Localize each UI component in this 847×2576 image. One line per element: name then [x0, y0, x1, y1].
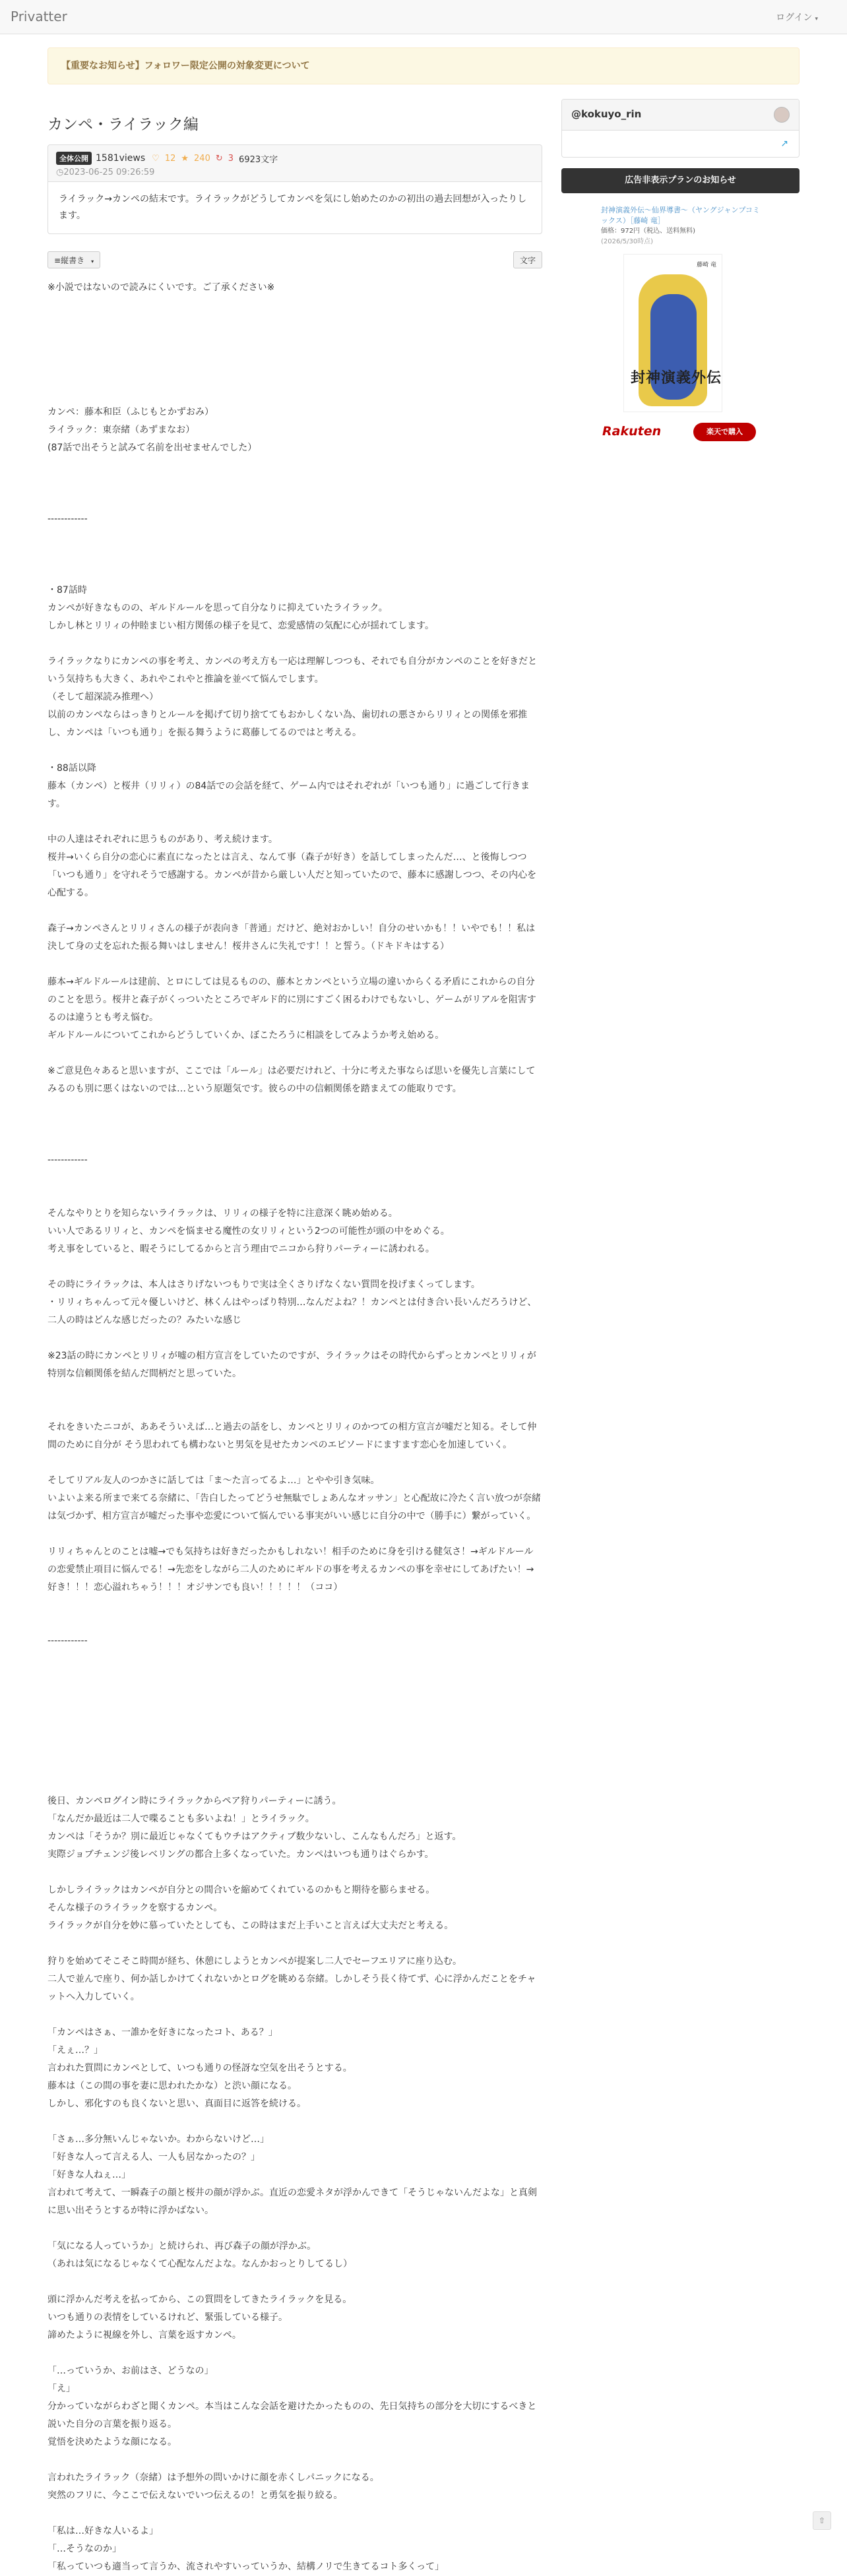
heart-count: 12 — [164, 153, 176, 164]
body-line: 後日、カンペログイン時にライラックからペア狩りパーティーに誘う。 — [47, 1796, 342, 1806]
cover-author: 藤崎 竜 — [697, 262, 716, 268]
body-line: 「私っていつも適当って言うか、流されやすいっていうか、結構ノリで生きてるコト多くって」 — [47, 2561, 445, 2572]
sidebar — [561, 99, 800, 444]
body-line: ライラックなりにカンペの事を考え、カンペの考え方も一応は理解しつつも、それでも自分がカンペのことを好きだという気持ちも大きく、あれやこれやと推論を並べて悩んでします。 — [47, 656, 538, 685]
book-cover-image[interactable] — [623, 254, 722, 412]
post-date: 2023-06-25 09:26:59 — [63, 168, 155, 177]
body-line: 考え事をしていると、暇そうにしてるからと言う理由でニコから狩りパーティーに誘われる。 — [47, 1244, 435, 1254]
body-line — [47, 1045, 542, 1062]
body-line — [47, 1775, 542, 1793]
cover-title: 封神演義外伝 — [631, 370, 722, 386]
retweet-icon: ↻ — [215, 153, 223, 164]
post-title: カンペ・ライラック編 — [47, 116, 199, 133]
body-line: 言われたライラック（奈緒）は予想外の問いかけに顔を赤くしパニックになる。 — [47, 2472, 379, 2483]
body-line — [47, 1864, 542, 1882]
book-price: 価格：972円（税込、送料無料) — [601, 228, 695, 235]
body-line — [47, 368, 542, 386]
body-line: そんなやりとりを知らないライラックは、リリィの様子を特に注意深く眺め始める。 — [47, 1208, 398, 1219]
login-label: ログイン — [776, 13, 813, 23]
body-line: 覚悟を決めたような顔になる。 — [47, 2437, 177, 2447]
body-line: 藤本（カンペ）と桜井（リリィ）の84話での会話を経て、ゲーム内ではそれぞれが「いつも通り」に過ごして行きます。 — [47, 781, 530, 809]
body-line — [47, 1650, 542, 1668]
chevron-down-icon: ▾ — [815, 16, 818, 22]
body-line — [47, 902, 542, 920]
body-line — [47, 386, 542, 404]
body-line — [47, 2273, 542, 2291]
body-line — [47, 2113, 542, 2131]
body-line: 「え」 — [47, 2383, 75, 2394]
body-line — [47, 1686, 542, 1703]
body-line — [47, 564, 542, 582]
body-line: ・87話時 — [47, 585, 87, 596]
body-line — [47, 315, 542, 332]
body-line — [47, 1258, 542, 1276]
body-line — [47, 528, 542, 546]
body-line: 頭に浮かんだ考えを払ってから、この質問をしてきたライラックを見る。 — [47, 2294, 352, 2305]
share-icon[interactable]: ↗ — [780, 138, 788, 149]
body-line: 二人で並んで座り、何か話しかけてくれないかとログを眺める奈緒。しかしそう長く待てず、心に浮かんだことをチャットへ入力していく。 — [47, 1974, 536, 2002]
body-line: 実際ジョブチェンジ後レベリングの都合上多くなっていた。カンペはいつも通りはぐらかす。 — [47, 1849, 434, 1860]
login-dropdown[interactable] — [776, 11, 818, 24]
buy-on-rakuten-button[interactable]: 楽天で購入 — [693, 423, 756, 441]
body-line: 言われた質問にカンペとして、いつも通りの怪訝な空気を出そうとする。 — [47, 2063, 352, 2073]
body-line: ------------ — [47, 1155, 88, 1165]
body-line — [47, 1116, 542, 1134]
top-navbar — [0, 0, 847, 34]
body-line — [47, 742, 542, 760]
body-line — [47, 635, 542, 653]
reading-controls — [47, 251, 542, 271]
book-date: (2026/5/30時点) — [601, 238, 654, 245]
body-line — [47, 1757, 542, 1775]
body-line: 「私は…好きな人いるよ」 — [47, 2526, 158, 2536]
body-line: 突然のフリに、今ここで伝えないでいつ伝えるの！と勇気を振り絞る。 — [47, 2490, 343, 2501]
body-line: 「なんだか最近は二人で喋ることも多いよね！」とライラック。 — [47, 1814, 315, 1824]
body-line: しかしライラックはカンペが自分との間合いを縮めてくれているのかもと期待を膨らませる。 — [47, 1885, 435, 1895]
chevron-down-icon: ▾ — [91, 259, 94, 264]
body-line: ※23話の時にカンペとリリィが嘘の相方宣言をしていたのですが、ライラックはその時代からずっとカンペとリリィが特別な信頼関係を結んだ間柄だと思っていた。 — [47, 1351, 536, 1379]
rakuten-logo[interactable]: Rakuten — [602, 424, 662, 439]
body-line: しかし、邪化すのも良くないと思い、真面目に返答を続ける。 — [47, 2099, 306, 2109]
body-line — [47, 546, 542, 564]
body-line: 「…っていうか、お前はさ、どうなの」 — [47, 2366, 214, 2376]
body-line — [47, 1454, 542, 1472]
body-line: カンペが好きなものの、ギルドルールを思って自分なりに抑えていたライラック。 — [47, 603, 388, 613]
body-line: 諦めたように視線を外し、言葉を返すカンペ。 — [47, 2330, 241, 2341]
post-body — [47, 279, 542, 2576]
rakuten-ad — [561, 205, 766, 444]
post-caption: ライラック→カンペの結末です。ライラックがどうしてカンペを気にし始めたのかの初出の過去回想が入ったりします。 — [48, 181, 542, 233]
user-name-link[interactable]: @kokuyo_rin — [571, 108, 642, 120]
body-line: リリィちゃんとのことは嘘→でも気持ちは好きだったかもしれない！相手のために身を引ける健気さ！→ギルドルールの恋愛禁止項目に悩んでる！→先恋をしながら二人のためにギルドの事を考えるカンペの事を幸せにしてあげたい！→好き！！！恋心溢れちゃう！！！オジサンでも良い！！！！！（ココ） — [47, 1547, 534, 1593]
body-line — [47, 1169, 542, 1187]
body-line — [47, 1739, 542, 1757]
body-line: 言われて考えて、一瞬森子の顔と桜井の顔が浮かぶ。直近の恋愛ネタが浮かんできて「そうじゃないんだよな」と真剣に思い出そうとするが特に浮かばない。 — [47, 2188, 537, 2216]
main-column — [47, 99, 542, 2576]
visibility-badge: 全体公開 — [56, 152, 92, 165]
body-line: 中の人達はそれぞれに思うものがあり、考え続けます。 — [47, 834, 278, 845]
body-line — [47, 1330, 542, 1347]
body-line — [47, 1721, 542, 1739]
post-meta-panel — [47, 144, 542, 234]
body-line: ※ご意見色々あると思いますが、ここでは「ルール」は必要だけれど、十分に考えた事ならば思いを優先し言葉にしてみるのも別に悪くはないのでは…という原題気です。彼らの中の信頼関係を踏まえての能取りです。 — [47, 1066, 536, 1094]
heart-icon: ♡ — [152, 153, 160, 164]
body-line: カンペ：藤本和臣（ふじもとかずおみ） — [47, 407, 214, 417]
body-line — [47, 956, 542, 973]
body-line: その時にライラックは、本人はさりげないつもりで実は全くさりげなくない質問を投げまくってします。 — [47, 1279, 480, 1290]
body-line — [47, 2220, 542, 2238]
body-line: ------------ — [47, 1636, 88, 1646]
body-line: 藤本は（この間の事を妻に思われたかな）と渋い顔になる。 — [47, 2081, 297, 2091]
vertical-icon: ≡ — [54, 256, 61, 265]
body-line: 森子→カンペさんとリリィさんの様子が表向き「普通」だけど、絶対おかしい！自分のせいかも！！いやでも！！私は決して身の丈を忘れた振る舞いはしません！桜井さんに失礼です！！と誓う。（ドキドキはする） — [47, 923, 536, 952]
vertical-label: 縦書き — [61, 256, 85, 265]
body-line — [47, 475, 542, 493]
body-line: ------------ — [47, 514, 88, 524]
body-line — [47, 2505, 542, 2523]
body-line: いつも通りの表情をしているけれど、緊張している様子。 — [47, 2312, 288, 2323]
body-line — [47, 1668, 542, 1686]
body-line: ライラック：東奈緒（あずまなお） — [47, 425, 195, 435]
body-line: いよいよ来る所まで来てる奈緒に、「告白したってどうせ無駄でしょあんなオッサン」と心配故に冷たく言い放つが奈緒は気づかず、相方宣言が嘘だった事や恋愛について悩んでいる事実がいい感じに自分の中で（勝手に）繋がっていく。 — [47, 1493, 541, 1521]
body-line: 「気になる人っていうか」と続けられ、再び森子の顔が浮かぶ。 — [47, 2241, 317, 2252]
body-line — [47, 1614, 542, 1632]
book-title-link[interactable]: 封神演義外伝〜仙界導書〜（ヤングジャンプコミックス）［藤崎 竜］ — [601, 206, 760, 225]
notice-link[interactable]: 【重要なお知らせ】フォロワー限定公開の対象変更について — [61, 61, 310, 71]
body-line: 狩りを始めてそこそこ時間が経ち、休憩にしようとカンペが提案し二人でセーフエリアに座り込む。 — [47, 1956, 462, 1967]
body-line: そしてリアル友人のつかさに話しては「ま〜た言ってるよ…」とやや引き気味。 — [47, 1475, 380, 1486]
body-line: 「…そうなのか」 — [47, 2544, 121, 2554]
arrow-up-icon[interactable]: ⇧ — [813, 2511, 831, 2530]
vertical-writing-dropdown[interactable] — [47, 251, 100, 268]
body-line: それをきいたニコが、ああそういえば…と過去の話をし、カンペとリリィのかつての相方宣言が嘘だと知る。そして仲間のために自分が そう思われても構わないと男気を見せたカンペのエピソードにますます恋心を加速していく。 — [47, 1422, 537, 1450]
body-line: しかし林とリリィの仲睦まじい相方関係の様子を見て、恋愛感情の気配に心が揺れてします。 — [47, 621, 435, 631]
body-line — [47, 297, 542, 315]
body-line: ・リリィちゃんって元々優しいけど、林くんはやっぱり特別…なんだよね？！カンペとは付き合い長いんだろうけど、二人の時はどんな感じだったの？みたいな感じ — [47, 1297, 537, 1326]
body-line — [47, 1597, 542, 1614]
body-line — [47, 2006, 542, 2024]
body-line: 「カンペはさぁ、一誰かを好きになったコト、ある？」 — [47, 2027, 278, 2038]
body-line: （あれは気になるじゃなくて心配なんだよな。なんかおっとりしてるし） — [47, 2259, 352, 2269]
body-line: 分かっていながらわざと聞くカンペ。本当はこんな会話を避けたかったものの、先日気持ちの部分を大切にするべきと説いた自分の言葉を振り返る。 — [47, 2401, 537, 2430]
body-line: 「さぁ…多分無いんじゃないか。わからないけど…」 — [47, 2134, 269, 2145]
body-line: 藤本→ギルドルールは建前、とロにしては見るものの、藤本とカンペという立場の違いからくる矛盾にこれからの自分のことを思う。桜井と森子がくっついたところでギルド的に別にすごく困るわけでもないし、ゲームがリアルを阻害するのは違うとも考え悩む。 — [47, 977, 536, 1023]
body-line: 「好きな人って言える人、一人も居なかったの？」 — [47, 2152, 260, 2162]
body-line — [47, 1383, 542, 1401]
body-line: (87話で出そうと試みて名前を出せませんでした） — [47, 443, 257, 453]
body-line — [47, 1525, 542, 1543]
body-line: そんな様子のライラックを察するカンペ。 — [47, 1903, 223, 1913]
body-line — [47, 1703, 542, 1721]
brand-logo[interactable]: Privatter — [11, 9, 67, 24]
ad-free-plan-button[interactable]: 広告非表示プランのお知らせ — [561, 168, 800, 193]
body-line — [47, 1134, 542, 1151]
body-line: 以前のカンペならはっきりとルールを掲げて切り捨ててもおかしくない為、歯切れの悪さからリリィとの関係を邪推し、カンペは「いつも通り」を振る舞うように葛藤してるのではと考える。 — [47, 710, 528, 738]
char-count: 6923文字 — [239, 154, 278, 165]
body-line — [47, 2345, 542, 2362]
body-line: （そして超深読み推理へ） — [47, 692, 158, 702]
star-count: 240 — [194, 153, 210, 164]
body-line: ※小説ではないので読みにくいです。ご了承ください※ — [47, 282, 275, 293]
body-line — [47, 493, 542, 510]
clock-icon: ◷ — [56, 168, 64, 177]
retweet-count: 3 — [228, 153, 234, 164]
body-line: 桜井→いくら自分の恋心に素直になったとは言え、なんて事（森子が好き）を話してしまったんだ…、と後悔しつつ「いつも通り」を守れそうで感謝する。カンペが昔から厳しい人だと知っていたので、藤本に感謝しつつ、その内心を心配する。 — [47, 852, 537, 898]
body-line: ギルドルールについてこれからどうしていくか、ぼこたろうに相談をしてみようか考え始める。 — [47, 1030, 445, 1041]
body-line — [47, 1187, 542, 1205]
body-line — [47, 813, 542, 831]
body-line: 「えぇ…？」 — [47, 2045, 103, 2056]
font-size-button[interactable]: 文字 — [513, 251, 542, 268]
notice-banner[interactable] — [47, 47, 800, 84]
body-line: ・88話以降 — [47, 763, 96, 774]
body-line: いい人であるリリィと、カンペを悩ませる魔性の女リリィという2つの可能性が頭の中をめぐる。 — [47, 1226, 450, 1237]
avatar[interactable] — [774, 107, 790, 123]
body-line — [47, 332, 542, 350]
body-line: ライラックが自分を妙に慕っていたとしても、この時はまだ上手いこと言えば大丈夫だと考える。 — [47, 1920, 454, 1931]
body-line — [47, 457, 542, 475]
body-line: カンペは「そうか？別に最近じゃなくてもウチはアクティブ数少ないし、こんなもんだろ」と返す。 — [47, 1831, 462, 1842]
view-count: 1581views — [96, 153, 146, 164]
body-line: 「好きな人ねぇ…」 — [47, 2170, 131, 2180]
user-panel — [561, 99, 800, 158]
body-line — [47, 1098, 542, 1116]
body-line — [47, 2451, 542, 2469]
body-line — [47, 1935, 542, 1953]
body-line — [47, 350, 542, 368]
star-icon: ★ — [181, 153, 189, 164]
body-line — [47, 1401, 542, 1419]
